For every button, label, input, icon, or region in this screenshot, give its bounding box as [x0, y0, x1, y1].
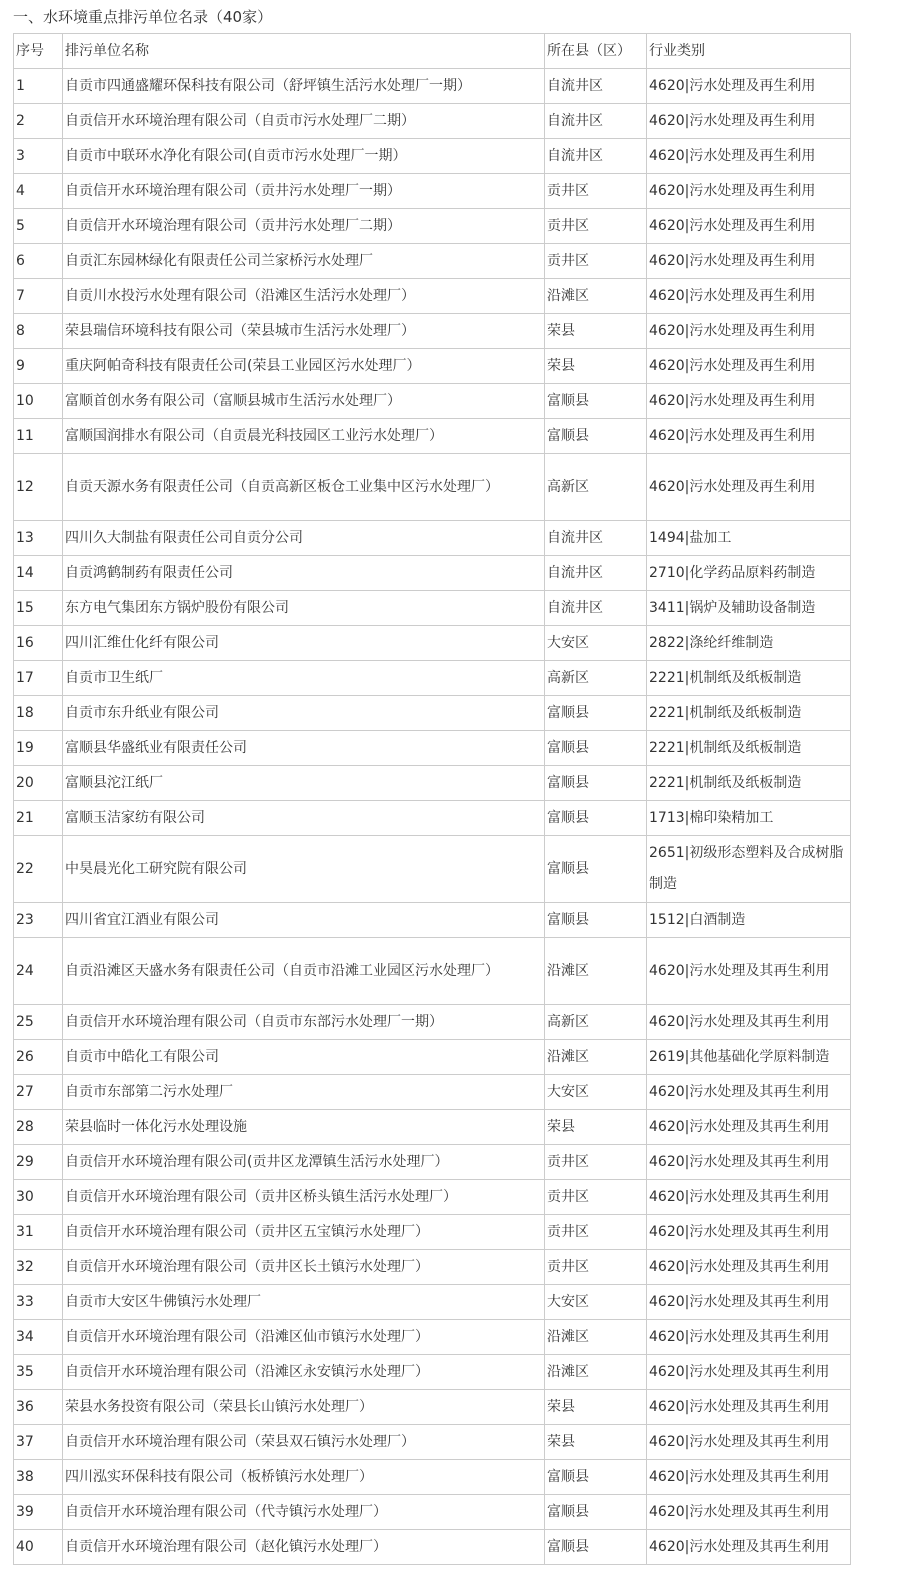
cell-unit-name: 富顺玉洁家纺有限公司	[63, 801, 545, 836]
cell-serial-number: 7	[14, 279, 63, 314]
cell-serial-number: 37	[14, 1425, 63, 1460]
cell-unit-name: 重庆阿帕奇科技有限责任公司(荣县工业园区污水处理厂）	[63, 349, 545, 384]
cell-district: 贡井区	[545, 1215, 647, 1250]
cell-serial-number: 13	[14, 521, 63, 556]
cell-serial-number: 21	[14, 801, 63, 836]
table-row	[14, 104, 851, 139]
cell-unit-name: 自贡市四通盛耀环保科技有限公司（舒坪镇生活污水处理厂一期）	[63, 69, 545, 104]
cell-district: 荣县	[545, 314, 647, 349]
cell-unit-name: 自贡信开水环境治理有限公司（贡井区长土镇污水处理厂）	[63, 1250, 545, 1285]
cell-serial-number: 24	[14, 938, 63, 1005]
cell-industry: 4620|污水处理及其再生利用	[647, 1530, 851, 1565]
cell-district: 富顺县	[545, 419, 647, 454]
cell-district: 自流井区	[545, 104, 647, 139]
cell-serial-number: 5	[14, 209, 63, 244]
cell-serial-number: 6	[14, 244, 63, 279]
cell-unit-name: 自贡市东升纸业有限公司	[63, 696, 545, 731]
cell-serial-number: 26	[14, 1040, 63, 1075]
cell-industry: 1512|白酒制造	[647, 903, 851, 938]
cell-industry: 4620|污水处理及再生利用	[647, 384, 851, 419]
table-row	[14, 938, 851, 1005]
cell-district: 富顺县	[545, 903, 647, 938]
cell-industry: 4620|污水处理及其再生利用	[647, 1460, 851, 1495]
cell-unit-name: 自贡鸿鹤制药有限责任公司	[63, 556, 545, 591]
cell-industry: 2619|其他基础化学原料制造	[647, 1040, 851, 1075]
cell-industry: 4620|污水处理及再生利用	[647, 279, 851, 314]
table-row	[14, 384, 851, 419]
cell-unit-name: 荣县临时一体化污水处理设施	[63, 1110, 545, 1145]
table-body	[14, 69, 851, 1565]
cell-serial-number: 14	[14, 556, 63, 591]
cell-unit-name: 自贡天源水务有限责任公司（自贡高新区板仓工业集中区污水处理厂）	[63, 454, 545, 521]
cell-serial-number: 32	[14, 1250, 63, 1285]
cell-industry: 4620|污水处理及其再生利用	[647, 1250, 851, 1285]
cell-district: 富顺县	[545, 384, 647, 419]
cell-serial-number: 9	[14, 349, 63, 384]
cell-district: 沿滩区	[545, 1040, 647, 1075]
cell-unit-name: 四川汇维仕化纤有限公司	[63, 626, 545, 661]
cell-industry: 4620|污水处理及其再生利用	[647, 1320, 851, 1355]
cell-serial-number: 28	[14, 1110, 63, 1145]
cell-serial-number: 10	[14, 384, 63, 419]
cell-industry: 1494|盐加工	[647, 521, 851, 556]
cell-industry: 4620|污水处理及再生利用	[647, 419, 851, 454]
cell-unit-name: 自贡信开水环境治理有限公司（沿滩区仙市镇污水处理厂）	[63, 1320, 545, 1355]
cell-district: 富顺县	[545, 696, 647, 731]
cell-industry: 4620|污水处理及再生利用	[647, 244, 851, 279]
cell-district: 大安区	[545, 1075, 647, 1110]
table-row	[14, 314, 851, 349]
cell-district: 高新区	[545, 1005, 647, 1040]
cell-industry: 2221|机制纸及纸板制造	[647, 696, 851, 731]
cell-industry: 4620|污水处理及其再生利用	[647, 1425, 851, 1460]
cell-unit-name: 四川久大制盐有限责任公司自贡分公司	[63, 521, 545, 556]
cell-industry: 2822|涤纶纤维制造	[647, 626, 851, 661]
cell-district: 荣县	[545, 1390, 647, 1425]
table-row	[14, 209, 851, 244]
table-header-row	[14, 34, 851, 69]
cell-industry: 4620|污水处理及其再生利用	[647, 1075, 851, 1110]
cell-industry: 2221|机制纸及纸板制造	[647, 766, 851, 801]
table-row	[14, 1145, 851, 1180]
cell-industry: 4620|污水处理及其再生利用	[647, 1145, 851, 1180]
table-row	[14, 1215, 851, 1250]
cell-district: 大安区	[545, 626, 647, 661]
cell-unit-name: 自贡信开水环境治理有限公司（荣县双石镇污水处理厂）	[63, 1425, 545, 1460]
cell-unit-name: 自贡市中皓化工有限公司	[63, 1040, 545, 1075]
cell-serial-number: 40	[14, 1530, 63, 1565]
header-industry: 行业类别	[647, 34, 851, 69]
cell-serial-number: 33	[14, 1285, 63, 1320]
table-row	[14, 69, 851, 104]
cell-serial-number: 12	[14, 454, 63, 521]
cell-district: 沿滩区	[545, 279, 647, 314]
cell-serial-number: 19	[14, 731, 63, 766]
table-row	[14, 1285, 851, 1320]
cell-district: 大安区	[545, 1285, 647, 1320]
cell-industry: 2221|机制纸及纸板制造	[647, 731, 851, 766]
cell-district: 贡井区	[545, 174, 647, 209]
table-row	[14, 556, 851, 591]
table-row	[14, 591, 851, 626]
table-row	[14, 626, 851, 661]
cell-unit-name: 自贡市卫生纸厂	[63, 661, 545, 696]
table-row	[14, 349, 851, 384]
table-row	[14, 1250, 851, 1285]
table-row	[14, 1075, 851, 1110]
cell-unit-name: 荣县水务投资有限公司（荣县长山镇污水处理厂）	[63, 1390, 545, 1425]
cell-industry: 4620|污水处理及再生利用	[647, 104, 851, 139]
table-row	[14, 1320, 851, 1355]
table-row	[14, 279, 851, 314]
cell-industry: 4620|污水处理及其再生利用	[647, 1390, 851, 1425]
cell-unit-name: 中昊晨光化工研究院有限公司	[63, 836, 545, 903]
header-serial-number: 序号	[14, 34, 63, 69]
cell-unit-name: 自贡信开水环境治理有限公司（沿滩区永安镇污水处理厂）	[63, 1355, 545, 1390]
cell-serial-number: 17	[14, 661, 63, 696]
cell-industry: 4620|污水处理及再生利用	[647, 209, 851, 244]
cell-district: 自流井区	[545, 521, 647, 556]
cell-industry: 4620|污水处理及其再生利用	[647, 1180, 851, 1215]
cell-unit-name: 富顺县沱江纸厂	[63, 766, 545, 801]
table-row	[14, 766, 851, 801]
cell-serial-number: 20	[14, 766, 63, 801]
cell-unit-name: 自贡信开水环境治理有限公司（贡井区桥头镇生活污水处理厂）	[63, 1180, 545, 1215]
cell-district: 贡井区	[545, 1180, 647, 1215]
cell-industry: 4620|污水处理及其再生利用	[647, 1285, 851, 1320]
cell-district: 自流井区	[545, 556, 647, 591]
cell-district: 高新区	[545, 454, 647, 521]
cell-serial-number: 16	[14, 626, 63, 661]
cell-industry: 4620|污水处理及其再生利用	[647, 1005, 851, 1040]
cell-serial-number: 4	[14, 174, 63, 209]
cell-unit-name: 富顺国润排水有限公司（自贡晨光科技园区工业污水处理厂）	[63, 419, 545, 454]
cell-unit-name: 自贡信开水环境治理有限公司（代寺镇污水处理厂）	[63, 1495, 545, 1530]
cell-serial-number: 39	[14, 1495, 63, 1530]
cell-district: 自流井区	[545, 69, 647, 104]
cell-unit-name: 自贡信开水环境治理有限公司（自贡市污水处理厂二期）	[63, 104, 545, 139]
cell-district: 贡井区	[545, 209, 647, 244]
table-row	[14, 1355, 851, 1390]
cell-industry: 4620|污水处理及再生利用	[647, 139, 851, 174]
cell-serial-number: 38	[14, 1460, 63, 1495]
cell-serial-number: 30	[14, 1180, 63, 1215]
table-row	[14, 1390, 851, 1425]
cell-unit-name: 自贡市中联环水净化有限公司(自贡市污水处理厂一期）	[63, 139, 545, 174]
cell-district: 沿滩区	[545, 1320, 647, 1355]
cell-serial-number: 31	[14, 1215, 63, 1250]
cell-district: 荣县	[545, 349, 647, 384]
cell-district: 沿滩区	[545, 938, 647, 1005]
cell-unit-name: 自贡信开水环境治理有限公司（贡井污水处理厂二期）	[63, 209, 545, 244]
cell-district: 贡井区	[545, 1145, 647, 1180]
cell-serial-number: 18	[14, 696, 63, 731]
cell-serial-number: 36	[14, 1390, 63, 1425]
cell-industry: 4620|污水处理及再生利用	[647, 69, 851, 104]
cell-unit-name: 自贡信开水环境治理有限公司（贡井污水处理厂一期）	[63, 174, 545, 209]
cell-district: 高新区	[545, 661, 647, 696]
cell-serial-number: 34	[14, 1320, 63, 1355]
cell-serial-number: 2	[14, 104, 63, 139]
cell-district: 自流井区	[545, 591, 647, 626]
cell-district: 富顺县	[545, 766, 647, 801]
table-row	[14, 1425, 851, 1460]
cell-serial-number: 35	[14, 1355, 63, 1390]
cell-industry: 2221|机制纸及纸板制造	[647, 661, 851, 696]
cell-district: 富顺县	[545, 731, 647, 766]
cell-serial-number: 8	[14, 314, 63, 349]
cell-industry: 4620|污水处理及再生利用	[647, 454, 851, 521]
table-row	[14, 454, 851, 521]
cell-serial-number: 23	[14, 903, 63, 938]
cell-district: 富顺县	[545, 801, 647, 836]
cell-district: 荣县	[545, 1425, 647, 1460]
cell-unit-name: 富顺首创水务有限公司（富顺县城市生活污水处理厂）	[63, 384, 545, 419]
cell-industry: 4620|污水处理及再生利用	[647, 174, 851, 209]
table-row	[14, 1005, 851, 1040]
table-row	[14, 696, 851, 731]
cell-serial-number: 3	[14, 139, 63, 174]
header-unit-name: 排污单位名称	[63, 34, 545, 69]
cell-district: 贡井区	[545, 1250, 647, 1285]
cell-district: 富顺县	[545, 1460, 647, 1495]
cell-district: 自流井区	[545, 139, 647, 174]
cell-unit-name: 四川省宜江酒业有限公司	[63, 903, 545, 938]
cell-industry: 4620|污水处理及其再生利用	[647, 1495, 851, 1530]
cell-unit-name: 荣县瑞信环境科技有限公司（荣县城市生活污水处理厂）	[63, 314, 545, 349]
table-row	[14, 1530, 851, 1565]
table-row	[14, 1495, 851, 1530]
cell-industry: 4620|污水处理及其再生利用	[647, 938, 851, 1005]
table-row	[14, 661, 851, 696]
cell-serial-number: 11	[14, 419, 63, 454]
cell-serial-number: 1	[14, 69, 63, 104]
table-row	[14, 419, 851, 454]
cell-industry: 4620|污水处理及再生利用	[647, 349, 851, 384]
cell-industry: 4620|污水处理及其再生利用	[647, 1215, 851, 1250]
cell-industry: 2710|化学药品原料药制造	[647, 556, 851, 591]
cell-unit-name: 自贡汇东园林绿化有限责任公司兰家桥污水处理厂	[63, 244, 545, 279]
cell-unit-name: 自贡川水投污水处理有限公司（沿滩区生活污水处理厂）	[63, 279, 545, 314]
table-row	[14, 1460, 851, 1495]
cell-serial-number: 27	[14, 1075, 63, 1110]
table-row	[14, 903, 851, 938]
cell-industry: 2651|初级形态塑料及合成树脂制造	[647, 836, 851, 903]
cell-unit-name: 自贡沿滩区天盛水务有限责任公司（自贡市沿滩工业园区污水处理厂）	[63, 938, 545, 1005]
table-row	[14, 244, 851, 279]
table-row	[14, 836, 851, 903]
cell-industry: 4620|污水处理及再生利用	[647, 314, 851, 349]
header-district: 所在县（区）	[545, 34, 647, 69]
cell-industry: 1713|棉印染精加工	[647, 801, 851, 836]
cell-unit-name: 东方电气集团东方锅炉股份有限公司	[63, 591, 545, 626]
table-row	[14, 1180, 851, 1215]
table-row	[14, 139, 851, 174]
table-row	[14, 174, 851, 209]
cell-unit-name: 四川泓实环保科技有限公司（板桥镇污水处理厂）	[63, 1460, 545, 1495]
table-row	[14, 1110, 851, 1145]
cell-district: 贡井区	[545, 244, 647, 279]
cell-district: 荣县	[545, 1110, 647, 1145]
table-row	[14, 1040, 851, 1075]
cell-serial-number: 29	[14, 1145, 63, 1180]
cell-unit-name: 自贡信开水环境治理有限公司(贡井区龙潭镇生活污水处理厂）	[63, 1145, 545, 1180]
cell-district: 富顺县	[545, 1495, 647, 1530]
table-row	[14, 521, 851, 556]
cell-unit-name: 自贡信开水环境治理有限公司（赵化镇污水处理厂）	[63, 1530, 545, 1565]
cell-serial-number: 15	[14, 591, 63, 626]
pollutant-unit-table	[13, 33, 851, 1565]
cell-industry: 4620|污水处理及其再生利用	[647, 1355, 851, 1390]
cell-district: 沿滩区	[545, 1355, 647, 1390]
cell-district: 富顺县	[545, 836, 647, 903]
cell-serial-number: 22	[14, 836, 63, 903]
cell-industry: 4620|污水处理及其再生利用	[647, 1110, 851, 1145]
cell-district: 富顺县	[545, 1530, 647, 1565]
cell-unit-name: 自贡信开水环境治理有限公司（自贡市东部污水处理厂一期）	[63, 1005, 545, 1040]
page-title: 一、水环境重点排污单位名录（40家）	[13, 8, 273, 26]
cell-unit-name: 自贡信开水环境治理有限公司（贡井区五宝镇污水处理厂）	[63, 1215, 545, 1250]
cell-industry: 3411|锅炉及辅助设备制造	[647, 591, 851, 626]
cell-serial-number: 25	[14, 1005, 63, 1040]
table-row	[14, 731, 851, 766]
cell-unit-name: 富顺县华盛纸业有限责任公司	[63, 731, 545, 766]
cell-unit-name: 自贡市东部第二污水处理厂	[63, 1075, 545, 1110]
cell-unit-name: 自贡市大安区牛佛镇污水处理厂	[63, 1285, 545, 1320]
table-row	[14, 801, 851, 836]
